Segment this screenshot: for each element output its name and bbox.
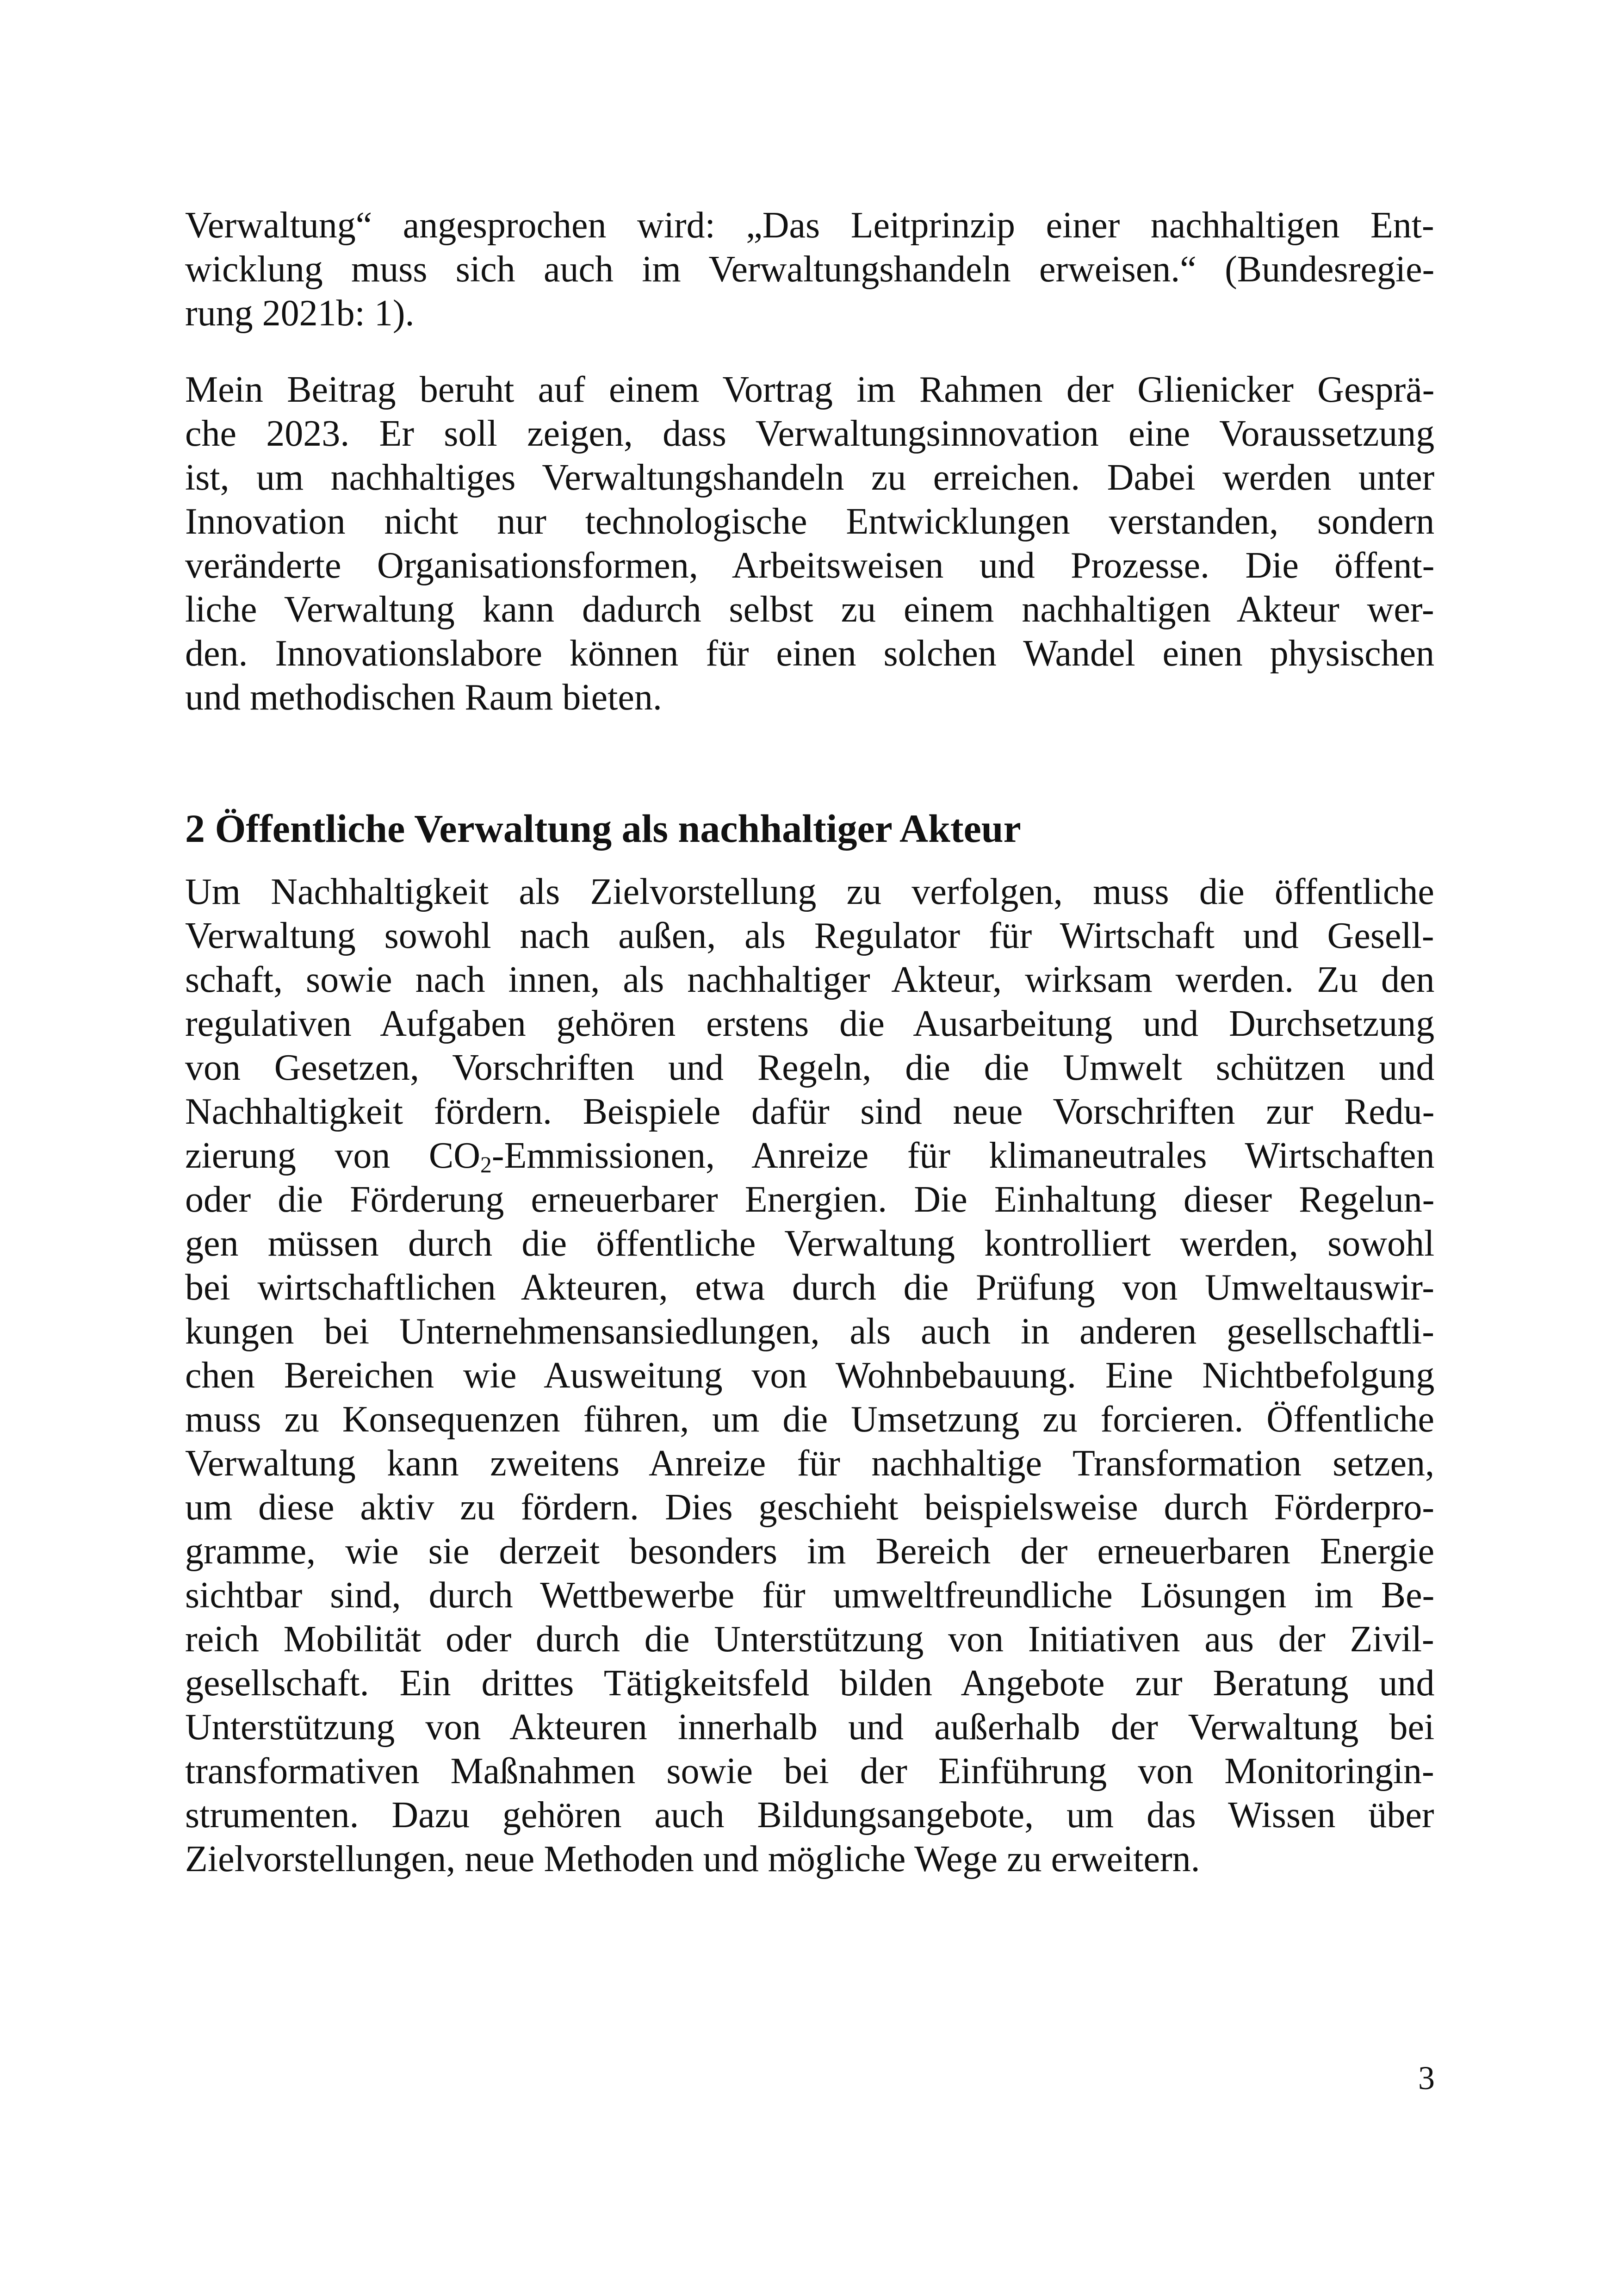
text-fragment: zierung von (185, 1135, 429, 1176)
text-line: reich Mobilität oder durch die Unterstützung von Initiativen aus der Zivil- (185, 1619, 1434, 1660)
text-line: kungen bei Unternehmensansiedlungen, als auch in anderen gesellschaftli- (185, 1311, 1434, 1352)
co2-formula: $CO_2$ (428, 1135, 492, 1177)
text-line: Verwaltung kann zweitens Anreize für nachhaltige Transformation setzen, (185, 1443, 1435, 1484)
text-line: sichtbar sind, durch Wettbewerbe für umweltfreundliche Lösungen im Be- (185, 1575, 1435, 1616)
page-number: 3 (1418, 2060, 1435, 2097)
text-line: Mein Beitrag beruht auf einem Vortrag im Rahmen der Glienicker Gesprä- (185, 369, 1435, 410)
section-heading: 2 Öffentliche Verwaltung als nachhaltiger Akteur (185, 806, 1021, 851)
text-line: veränderte Organisationsformen, Arbeitsweisen und Prozesse. Die öffent- (185, 545, 1435, 586)
text-line: rung 2021b: 1). (185, 293, 415, 334)
text-line: Unterstützung von Akteuren innerhalb und außerhalb der Verwaltung bei (185, 1707, 1435, 1748)
text-line: transformativen Maßnahmen sowie bei der Einführung von Monitoringin- (185, 1751, 1434, 1792)
text-line: Verwaltung“ angesprochen wird: „Das Leitprinzip einer nachhaltigen Ent- (185, 205, 1434, 246)
text-line: gramme, wie sie derzeit besonders im Bereich der erneuerbaren Energie (185, 1531, 1435, 1572)
text-line: bei wirtschaftlichen Akteuren, etwa durch die Prüfung von Umweltauswir- (185, 1267, 1435, 1308)
text-line: chen Bereichen wie Ausweitung von Wohnbebauung. Eine Nichtbefolgung (185, 1355, 1435, 1396)
text-line: che 2023. Er soll zeigen, dass Verwaltungsinnovation eine Voraussetzung (185, 413, 1435, 454)
text-line: wicklung muss sich auch im Verwaltungshandeln erweisen.“ (Bundesregie- (185, 249, 1435, 290)
text-line: um diese aktiv zu fördern. Dies geschieht beispielsweise durch Förderpro- (185, 1487, 1435, 1528)
text-line: Verwaltung sowohl nach außen, als Regulator für Wirtschaft und Gesell- (185, 915, 1434, 956)
text-line: gesellschaft. Ein drittes Tätigkeitsfeld bilden Angebote zur Beratung und (185, 1663, 1435, 1704)
text-line: Nachhaltigkeit fördern. Beispiele dafür sind neue Vorschriften zur Redu- (185, 1091, 1435, 1132)
text-line: Um Nachhaltigkeit als Zielvorstellung zu verfolgen, muss die öffentliche (185, 871, 1434, 912)
text-line: Zielvorstellungen, neue Methoden und mögliche Wege zu erweitern. (185, 1839, 1200, 1879)
text-line: muss zu Konsequenzen führen, um die Umsetzung zu forcieren. Öffentliche (185, 1399, 1435, 1440)
text-line: schaft, sowie nach innen, als nachhaltiger Akteur, wirksam werden. Zu den (185, 959, 1435, 1000)
text-line: liche Verwaltung kann dadurch selbst zu einem nachhaltigen Akteur wer- (185, 589, 1434, 630)
text-fragment: -Emmissionen, Anreize für klimaneutrales Wirtschaften (491, 1135, 1435, 1176)
text-line: den. Innovationslabore können für einen solchen Wandel einen physischen (185, 633, 1435, 674)
text-line: strumenten. Dazu gehören auch Bildungsangebote, um das Wissen über (185, 1795, 1434, 1836)
text-line: gen müssen durch die öffentliche Verwaltung kontrolliert werden, sowohl (185, 1223, 1435, 1264)
text-line: von Gesetzen, Vorschriften und Regeln, die die Umwelt schützen und (185, 1047, 1435, 1088)
text-line: regulativen Aufgaben gehören erstens die Ausarbeitung und Durchsetzung (185, 1003, 1435, 1044)
text-line-co2 (185, 1134, 1434, 1178)
text-line: oder die Förderung erneuerbarer Energien. Die Einhaltung dieser Regelun- (185, 1179, 1435, 1220)
text-line: Innovation nicht nur technologische Entwicklungen verstanden, sondern (185, 501, 1435, 542)
text-line: und methodischen Raum bieten. (185, 677, 662, 718)
text-line: ist, um nachhaltiges Verwaltungshandeln zu erreichen. Dabei werden unter (185, 457, 1435, 498)
